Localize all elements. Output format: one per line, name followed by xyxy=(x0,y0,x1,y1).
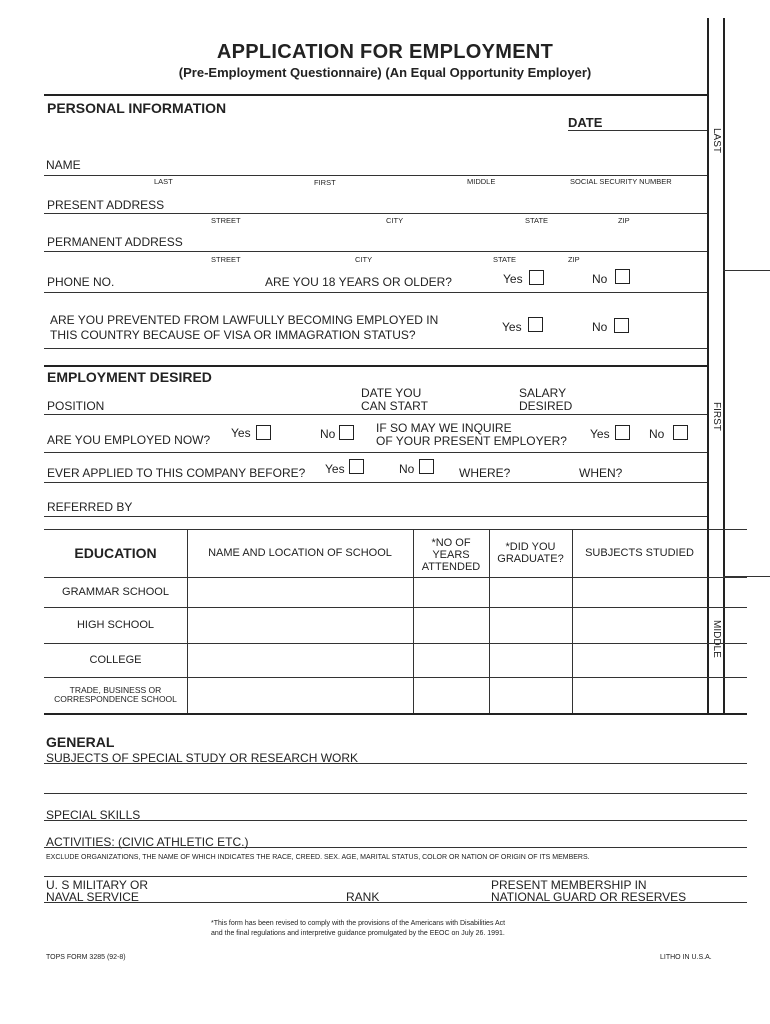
ssn-sub: SOCIAL SECURITY NUMBER xyxy=(570,177,672,186)
edu-row-grammar: GRAMMAR SCHOOL xyxy=(62,586,169,598)
applied-no-checkbox[interactable] xyxy=(419,459,434,474)
special-study-label: SUBJECTS OF SPECIAL STUDY OR RESEARCH WORK xyxy=(46,751,359,765)
employed-yes-checkbox[interactable] xyxy=(256,425,271,440)
name-middle-sub: MIDDLE xyxy=(467,177,496,186)
present-address-label: PRESENT ADDRESS xyxy=(47,198,165,212)
inquire-no-checkbox[interactable] xyxy=(673,425,688,440)
present-zip-sub: ZIP xyxy=(618,216,630,225)
military-label-1: U. S MILITARY OR xyxy=(46,878,149,892)
age-no-checkbox[interactable] xyxy=(615,269,630,284)
position-label: POSITION xyxy=(47,399,105,413)
activities-label: ACTIVITIES: (CIVIC ATHLETIC ETC.) xyxy=(46,835,249,849)
salary-label-1: SALARY xyxy=(519,386,567,400)
rank-label: RANK xyxy=(346,890,380,904)
col-subjects-header: SUBJECTS STUDIED xyxy=(585,547,694,559)
col-grad-header: *DID YOU GRADUATE? xyxy=(497,541,564,565)
personal-section-title: PERSONAL INFORMATION xyxy=(47,100,227,116)
referred-label: REFERRED BY xyxy=(47,500,133,514)
applied-yes-label: Yes xyxy=(325,462,345,476)
age-yes-label: Yes xyxy=(503,272,523,286)
col-years-header: *NO OF YEARS ATTENDED xyxy=(421,537,481,573)
activities-line[interactable] xyxy=(44,847,747,848)
special-skills-line[interactable] xyxy=(44,820,747,821)
permanent-state-sub: STATE xyxy=(493,255,517,264)
applied-no-label: No xyxy=(399,462,415,476)
permanent-address-label: PERMANENT ADDRESS xyxy=(47,235,183,249)
special-study-line-2[interactable] xyxy=(44,793,747,794)
phone-line[interactable] xyxy=(44,292,707,293)
permanent-street-sub: STREET xyxy=(211,255,241,264)
inquire-label-1: IF SO MAY WE INQUIRE xyxy=(376,421,512,435)
when-label: WHEN? xyxy=(579,466,623,480)
name-last-sub: LAST xyxy=(154,177,173,186)
footer-note-1: *This form has been revised to comply with the provisions of the Americans with Disabilities Act xyxy=(211,920,506,927)
age-question: ARE YOU 18 YEARS OR OLDER? xyxy=(265,275,452,289)
name-line[interactable] xyxy=(44,175,707,176)
membership-label-1: PRESENT MEMBERSHIP IN xyxy=(491,878,647,892)
position-line[interactable] xyxy=(44,414,707,415)
form-title: APPLICATION FOR EMPLOYMENT xyxy=(216,41,554,63)
visa-line xyxy=(44,348,707,349)
edu-row-trade: TRADE, BUSINESS OR CORRESPONDENCE SCHOOL xyxy=(54,684,177,704)
col-school-header: NAME AND LOCATION OF SCHOOL xyxy=(208,547,392,559)
visa-yes-label: Yes xyxy=(502,320,522,334)
age-yes-checkbox[interactable] xyxy=(529,270,544,285)
visa-no-checkbox[interactable] xyxy=(614,318,629,333)
employment-section-title: EMPLOYMENT DESIRED xyxy=(47,369,212,385)
name-label: NAME xyxy=(46,158,81,172)
visa-no-label: No xyxy=(592,320,608,334)
footer-note-2: and the final regulations and interpretive guidance promulgated by the EEOC on July 26. 1991. xyxy=(211,930,505,937)
form-number: TOPS FORM 3285 (92-8) xyxy=(46,954,126,961)
inquire-yes-label: Yes xyxy=(590,427,610,441)
margin-label-middle: MIDDLE xyxy=(711,620,722,658)
present-city-sub: CITY xyxy=(386,216,404,225)
margin-label-last: LAST xyxy=(711,128,722,154)
employed-no-checkbox[interactable] xyxy=(339,425,354,440)
inquire-label-2: OF YOUR PRESENT EMPLOYER? xyxy=(376,434,567,448)
margin-line-inner xyxy=(707,18,709,714)
permanent-city-sub: CITY xyxy=(355,255,373,264)
date-start-label-1: DATE YOU xyxy=(361,386,422,400)
permanent-address-line[interactable] xyxy=(44,251,707,252)
date-line[interactable] xyxy=(568,130,707,131)
employed-line xyxy=(44,452,707,453)
salary-label-2: DESIRED xyxy=(519,399,573,413)
exclude-note: EXCLUDE ORGANIZATIONS, THE NAME OF WHICH INDICATES THE RACE, CREED. SEX. AGE, MARITAL STATUS, COLOR OR NATION OF ORIGIN OF ITS MEMBERS. xyxy=(46,854,590,861)
visa-question-2: THIS COUNTRY BECAUSE OF VISA OR IMMAGRATION STATUS? xyxy=(50,328,416,342)
military-top-line xyxy=(44,876,747,877)
employed-no-label: No xyxy=(320,427,336,441)
military-label-2: NAVAL SERVICE xyxy=(46,890,139,904)
applied-yes-checkbox[interactable] xyxy=(349,459,364,474)
edu-bottom-line xyxy=(44,713,747,715)
date-start-label-2: CAN START xyxy=(361,399,428,413)
age-no-label: No xyxy=(592,272,608,286)
where-label: WHERE? xyxy=(459,466,511,480)
visa-yes-checkbox[interactable] xyxy=(528,317,543,332)
margin-tick-1 xyxy=(723,270,770,271)
date-label: DATE xyxy=(568,115,603,130)
general-section-title: GENERAL xyxy=(46,734,115,750)
special-skills-label: SPECIAL SKILLS xyxy=(46,808,141,822)
personal-top-rule xyxy=(44,94,707,96)
applied-before-label: EVER APPLIED TO THIS COMPANY BEFORE? xyxy=(47,466,306,480)
present-street-sub: STREET xyxy=(211,216,241,225)
margin-label-first: FIRST xyxy=(711,402,722,431)
edu-row-college: COLLEGE xyxy=(89,654,142,666)
inquire-no-label: No xyxy=(649,427,665,441)
visa-question-1: ARE YOU PREVENTED FROM LAWFULLY BECOMING EMPLOYED IN xyxy=(50,313,439,327)
education-title: EDUCATION xyxy=(74,545,157,561)
margin-line-outer xyxy=(723,18,725,714)
present-state-sub: STATE xyxy=(525,216,549,225)
inquire-yes-checkbox[interactable] xyxy=(615,425,630,440)
litho-label: LITHO IN U.S.A. xyxy=(660,954,712,961)
membership-label-2: NATIONAL GUARD OR RESERVES xyxy=(491,890,687,904)
present-address-line[interactable] xyxy=(44,213,707,214)
name-first-sub: FIRST xyxy=(314,178,336,187)
military-line[interactable] xyxy=(44,902,747,903)
permanent-zip-sub: ZIP xyxy=(568,255,580,264)
phone-label: PHONE NO. xyxy=(47,275,115,289)
form-subtitle: (Pre-Employment Questionnaire) (An Equal Opportunity Employer) xyxy=(178,65,592,80)
applied-line[interactable] xyxy=(44,482,707,483)
special-study-line[interactable] xyxy=(44,763,747,764)
employment-top-rule xyxy=(44,365,707,367)
employed-yes-label: Yes xyxy=(231,426,251,440)
edu-row-high: HIGH SCHOOL xyxy=(76,619,154,631)
referred-line[interactable] xyxy=(44,516,707,517)
employed-now-label: ARE YOU EMPLOYED NOW? xyxy=(47,433,211,447)
